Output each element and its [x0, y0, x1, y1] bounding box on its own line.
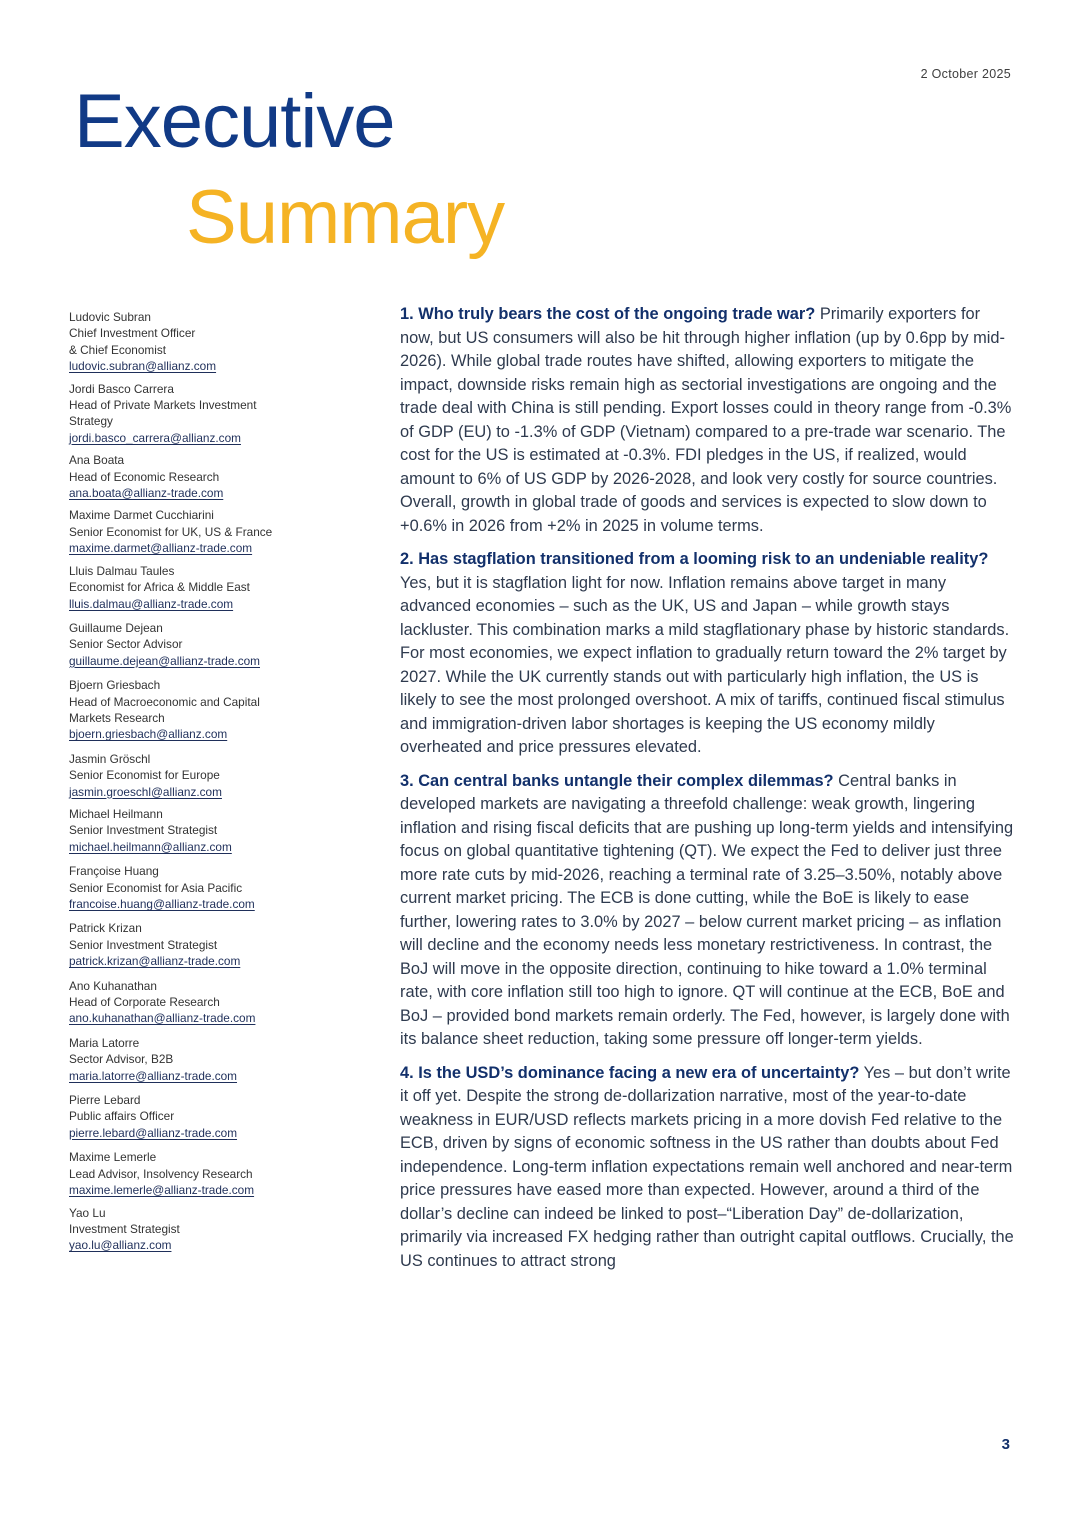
section-question: 4. Is the USD’s dominance facing a new era of uncertainty?: [400, 1063, 860, 1082]
summary-section-usd-dominance: [400, 1062, 1015, 1274]
author-entry: [69, 1035, 369, 1084]
author-name: Guillaume Dejean: [69, 620, 163, 635]
author-entry: [69, 309, 369, 375]
author-name: Lluis Dalmau Taules: [69, 563, 175, 578]
author-entry: [69, 620, 369, 669]
section-answer: Primarily exporters for now, but US consumers will also be hit through higher inflation (up by 0.6pp by mid-2026). While global trade routes have shifted, allowing exporters to mitigate the impact, downside risks remain high as sectorial investigations are ongoing and the trade deal with China is still pending. Export losses could in theory range from -0.3% of GDP (EU) to -1.3% of GDP (Vietnam) compared to a pre-trade war scenario. The cost for the US is estimated at -0.3%. FDI pledges in the US, if realized, would amount to 6% of US GDP by 2026-2028, and look very costly for source countries. Overall, growth in global trade of goods and services is expected to slow down to +0.6% in 2026 from +2% in 2025 in volume terms.: [400, 305, 1012, 535]
author-entry: [69, 507, 369, 556]
summary-body: [400, 303, 1015, 1283]
summary-section-central-banks: [400, 770, 1015, 1052]
author-role: Strategy: [69, 414, 113, 429]
author-role: Senior Investment Strategist: [69, 823, 218, 838]
page-number: 3: [1001, 1436, 1010, 1453]
author-role: Senior Sector Advisor: [69, 637, 183, 652]
author-email-link[interactable]: yao.lu@allianz.com: [69, 1238, 172, 1253]
author-entry: [69, 1092, 369, 1141]
author-role: Senior Economist for Asia Pacific: [69, 880, 243, 895]
summary-section-stagflation: [400, 548, 1015, 760]
section-question: 2. Has stagflation transitioned from a looming risk to an undeniable reality?: [400, 550, 989, 568]
summary-section-trade-war: [400, 303, 1015, 538]
author-name: Maxime Lemerle: [69, 1150, 157, 1165]
author-name: Jasmin Gröschl: [69, 751, 151, 766]
author-name: Maxime Darmet Cucchiarini: [69, 508, 214, 523]
author-name: Maria Latorre: [69, 1035, 140, 1050]
author-email-link[interactable]: lluis.dalmau@allianz-trade.com: [69, 596, 234, 611]
author-email-link[interactable]: ano.kuhanathan@allianz-trade.com: [69, 1011, 256, 1026]
report-date: 2 October 2025: [920, 67, 1011, 81]
author-email-link[interactable]: francoise.huang@allianz-trade.com: [69, 897, 255, 911]
author-entry: [69, 563, 369, 612]
section-answer: Central banks in developed markets are navigating a threefold challenge: weak growth, lingering inflation and rising fiscal deficits that are pushing up long-term yields and intensifying focus on global quantitative tightening (QT). We expect the Fed to deliver just three more rate cuts by mid-2026, reaching a terminal rate of 3.25–3.50%, notably above current market pricing. The ECB is done cutting, while the BoE is likely to ease further, lowering rates to 3.0% by 2027 – below current market pricing – as inflation will decline and the economy needs less monetary restrictiveness. In contrast, the BoJ will move in the opposite direction, continuing to hike toward a 1.0% terminal rate, with core inflation still too high to ignore. QT will continue at the ECB, BoE and BoJ – provided bond markets remain orderly. The Fed, however, is largely done with its balance sheet reduction, taking some pressure off longer-term yields.: [400, 771, 1014, 1048]
author-role: Senior Economist for Europe: [69, 768, 220, 783]
author-name: Patrick Krizan: [69, 921, 142, 936]
author-email-link[interactable]: ana.boata@allianz-trade.com: [69, 486, 224, 501]
author-role: Lead Advisor, Insolvency Research: [69, 1166, 253, 1181]
section-answer: Yes, but it is stagflation light for now. Inflation remains above target in many advanced economies – such as the UK, US and Japan – while growth stays lackluster. This combination marks a mild stagflationary phase by historic standards. For most economies, we expect inflation to gradually return toward the 2% target by 2027. While the UK currently stands out with particularly high inflation, the US is likely to see the most prolonged overshoot. A mix of tariffs, continued fiscal stimulus and immigration-driven labor shortages is keeping the US economy mildly overheated and price pressures elevated.: [400, 573, 1010, 756]
author-entry: [69, 677, 369, 743]
author-role: Economist for Africa & Middle East: [69, 580, 250, 595]
author-name: Jordi Basco Carrera: [69, 381, 174, 396]
author-email-link[interactable]: jordi.basco_carrera@allianz.com: [69, 430, 241, 445]
author-entry: [69, 1149, 369, 1198]
author-email-link[interactable]: maxime.darmet@allianz-trade.com: [69, 541, 253, 556]
author-email-link[interactable]: jasmin.groeschl@allianz.com: [69, 784, 222, 799]
author-email-link[interactable]: guillaume.dejean@allianz-trade.com: [69, 653, 260, 668]
author-role: Sector Advisor, B2B: [69, 1052, 174, 1067]
author-entry: [69, 1205, 369, 1254]
author-role: Head of Corporate Research: [69, 995, 220, 1010]
author-role: Investment Strategist: [69, 1221, 180, 1236]
author-role: & Chief Economist: [69, 342, 167, 357]
author-entry: [69, 806, 369, 855]
author-name: Yao Lu: [69, 1205, 106, 1220]
section-question: 3. Can central banks untangle their complex dilemmas?: [400, 771, 834, 790]
author-role: Markets Research: [69, 710, 165, 725]
section-question: 1. Who truly bears the cost of the ongoing trade war?: [400, 305, 816, 323]
author-name: Ludovic Subran: [69, 310, 151, 324]
author-email-link[interactable]: maria.latorre@allianz-trade.com: [69, 1068, 238, 1083]
author-name: Françoise Huang: [69, 864, 159, 879]
author-entry: [69, 381, 369, 447]
author-role: Head of Macroeconomic and Capital: [69, 694, 260, 709]
section-answer: Yes – but don’t write it off yet. Despite the strong de-dollarization narrative, most of the year-to-date weakness in EUR/USD reflects markets pricing in a more dovish Fed relative to the ECB, driven by signs of economic softness in the US rather than doubts about Fed independence. Long-term inflation expectations remain well anchored and near-term price pressures have eased more than expected. However, around a third of the dollar’s decline can indeed be linked to post–“Liberation Day” de-dollarization, primarily via increased FX hedging rather than outright capital outflows. Crucially, the US continues to attract strong: [400, 1063, 1014, 1270]
author-email-link[interactable]: ludovic.subran@allianz.com: [69, 359, 217, 374]
author-entry: [69, 452, 369, 501]
author-role: Chief Investment Officer: [69, 326, 196, 341]
author-name: Michael Heilmann: [69, 806, 163, 821]
page-title-executive: Executive: [74, 79, 395, 164]
author-entry: [69, 978, 369, 1027]
author-role: Head of Economic Research: [69, 469, 220, 484]
author-email-link[interactable]: michael.heilmann@allianz.com: [69, 839, 232, 854]
author-entry: [69, 920, 369, 969]
page-title-summary: Summary: [186, 175, 505, 260]
author-email-link[interactable]: maxime.lemerle@allianz-trade.com: [69, 1183, 255, 1198]
author-role: Public affairs Officer: [69, 1109, 175, 1124]
author-role: Senior Economist for UK, US & France: [69, 524, 273, 539]
author-name: Pierre Lebard: [69, 1093, 141, 1108]
authors-list: [69, 309, 369, 1260]
author-email-link[interactable]: patrick.krizan@allianz-trade.com: [69, 954, 241, 969]
author-name: Bjoern Griesbach: [69, 678, 161, 693]
author-entry: [69, 751, 369, 800]
author-entry: [69, 863, 369, 912]
author-email-link[interactable]: bjoern.griesbach@allianz.com: [69, 727, 228, 742]
author-name: Ana Boata: [69, 453, 125, 468]
author-email-link[interactable]: pierre.lebard@allianz-trade.com: [69, 1125, 238, 1140]
author-role: Senior Investment Strategist: [69, 937, 218, 952]
author-role: Head of Private Markets Investment: [69, 398, 257, 413]
author-name: Ano Kuhanathan: [69, 978, 157, 993]
